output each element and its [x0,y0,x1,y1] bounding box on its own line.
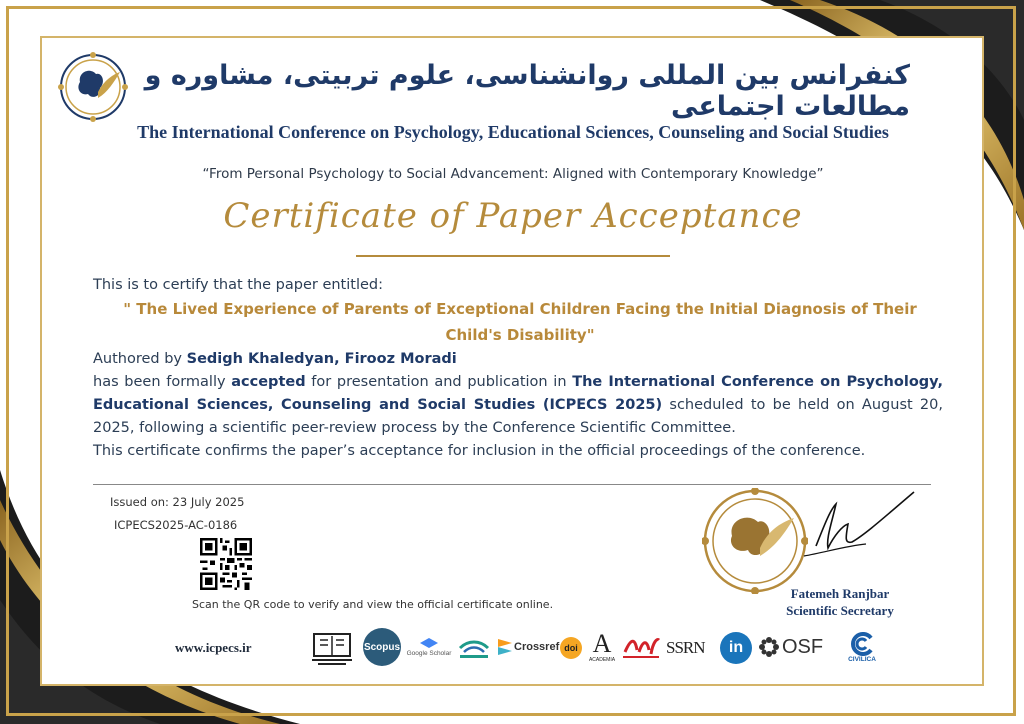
handwritten-signature [796,486,921,566]
acceptance-statement [93,371,943,463]
signer-role: Scientific Secretary [786,603,894,618]
authored-by-label: Authored by [93,351,187,367]
authors-line [93,348,943,371]
confirmation-text: This certificate confirms the paper’s acceptance for inclusion in the official proceedings of the conference. [93,443,866,459]
acceptance-part-3: for presentation and publication in [305,374,573,390]
seal-logo [702,488,808,594]
certificate-title: Certificate of Paper Acceptance [223,196,803,236]
signer-block [740,585,940,619]
linkedin-logo: in [720,632,752,664]
accepted-word: accepted [231,374,306,390]
title-underline [356,255,670,257]
crossref-mark-icon [498,639,512,655]
osf-mark-icon [758,636,780,658]
ssrn-logo: SSRN [666,638,705,657]
google-scholar-label: Google Scholar [406,649,452,657]
issue-date: Issued on: 23 July 2025 [110,495,245,509]
doi-logo: doi [560,637,582,659]
civilica-logo [842,628,882,666]
osf-label: OSF [782,635,824,658]
scopus-logo: Scopus [363,628,401,666]
google-scholar-logo [404,632,454,662]
conference-name: The International Conference on Psychology, Educational Sciences, Counseling and Social Studies (ICPECS 2025) [93,374,943,413]
academia-label: ACADEMIA [588,657,616,663]
certify-intro: This is to certify that the paper entitled: [93,277,383,293]
divider [93,484,931,485]
qr-code[interactable] [200,538,252,590]
persian-index-logo [621,632,661,662]
acceptance-part-5: scheduled to be held on August 20, 2025, following a scientific peer-review process by the Conference Scientific Committee. [93,397,943,436]
osf-logo [758,634,823,660]
academia-letter: A [592,629,612,658]
civilica-mark-icon [849,632,875,656]
website-link[interactable]: www.icpecs.ir [175,640,252,655]
paper-title: " The Lived Experience of Parents of Exceptional Children Facing the Initial Diagnosis of Their Child's Disability" [123,300,917,344]
reference-number: ICPECS2025-AC-0186 [114,518,238,532]
mcd-library-logo [310,632,354,668]
persian-title: کنفرانس بین المللی روانشناسی، علوم تربیتی، مشاوره و مطالعات اجتماعی [144,60,910,122]
crossref-label: Crossref [514,641,560,653]
conference-logo [58,52,128,122]
conference-motto: “From Personal Psychology to Social Advancement: Aligned with Contemporary Knowledge” [202,166,824,182]
english-title: The International Conference on Psychology, Educational Sciences, Counseling and Social Studies [137,122,889,142]
scan-instruction: Scan the QR code to verify and view the official certificate online. [192,598,554,611]
academia-logo [587,628,617,666]
authors-names: Sedigh Khaledyan, Firooz Moradi [186,351,457,367]
crossref-logo [498,636,559,658]
journal-index-logo [456,634,492,660]
scholar-cap-icon [420,638,438,650]
signer-name: Fatemeh Ranjbar [790,586,890,601]
civilica-label: CIVILICA [848,655,876,663]
acceptance-part-1: has been formally [93,374,232,390]
